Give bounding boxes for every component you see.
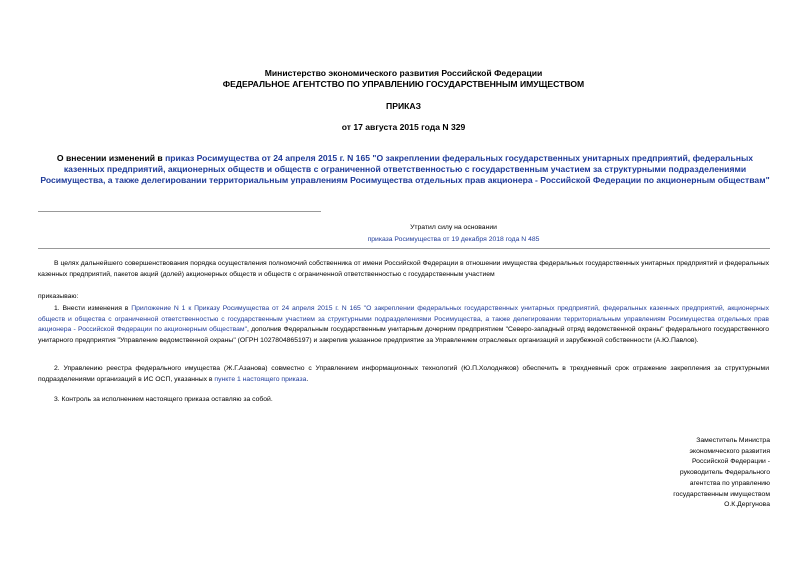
paragraph-orders: приказываю: — [38, 293, 79, 300]
agency-name: ФЕДЕРАЛЬНОЕ АГЕНТСТВО ПО УПРАВЛЕНИЮ ГОСУДАРСТВЕННЫМ ИМУЩЕСТВОМ — [222, 79, 585, 89]
item2-link-clause-1[interactable]: пункте 1 настоящего приказа — [214, 375, 307, 383]
divider-long — [38, 248, 770, 249]
document-date: от 17 августа 2015 года N 329 — [341, 122, 466, 132]
signatory-name: О.К.Дергунова — [724, 501, 770, 509]
signature-block — [620, 436, 770, 511]
signature-line-5: агентства по управлению — [689, 479, 770, 487]
document-type: ПРИКАЗ — [386, 101, 421, 111]
signature-line-1: Заместитель Министра — [696, 437, 770, 444]
signature-line-6: государственным имуществом — [673, 490, 770, 498]
divider-short — [38, 211, 321, 212]
ministry-name: Министерство экономического развития Российской Федерации — [264, 68, 543, 78]
paragraph-item-1 — [38, 304, 769, 347]
paragraph-intro: В целях дальнейшего совершенствования порядка осуществления полномочий собственника от имени Российской Федерации в отношении имущества федеральных государственных унитарных предприятий и федеральных казенных предприятий, пакетов акций (долей) акционерных обществ и обществ с ограниченной ответственностью с государственным участием — [38, 260, 769, 278]
paragraph-item-2 — [38, 364, 769, 385]
item1-link-appendix-1[interactable]: Приложение N 1 к Приказу Росимущества от 24 апреля 2015 г. N 165 "О закреплении федеральных государственных унитарных предприятий, федеральных казенных предприятий, акционерных обществ и общества с ограниченной ответственностью с государственным участием за структурными подразделениями Росимущества, а также делегировании территориальным управлениям Росимущества отдельных прав акционера - Российской Федерации по акционерным обществам" — [38, 305, 769, 334]
title-prefix: О внесении изменений в — [56, 153, 166, 163]
item1-suffix: , дополнив Федеральным государственным унитарным дочерним предприятием "Северо-западный отряд ведомственной охраны" федерального государственного унитарного предприятия "Управление ведомственной охраны" (ОГРН 1027804865197) и закрепив указанное предприятие за Управлением отраслевых организаций и зарубежной собственности (А.Ю.Павлов). — [38, 326, 769, 345]
signature-line-2: экономического развития — [689, 447, 770, 455]
document-title — [40, 153, 770, 186]
signature-line-4: руководитель Федерального — [679, 469, 770, 477]
item2-suffix: . — [306, 375, 309, 383]
item2-prefix: 2. Управлению реестра федерального имущества (Ж.Г.Азанова) совместно с Управлением информационных технологий (Ю.П.Холодняков) обеспечить в трехдневный срок отражение закрепления за структурными подразделениями организаций в ИС ОСП, указанных в — [38, 365, 769, 383]
repeal-link-order-485[interactable]: приказа Росимущества от 19 декабря 2018 года N 485 — [367, 236, 540, 243]
signature-line-3: Российской Федерации - — [691, 458, 770, 466]
repeal-note: Утратил силу на основании — [410, 224, 497, 231]
paragraph-item-3: 3. Контроль за исполнением настоящего приказа оставляю за собой. — [54, 396, 273, 403]
title-link-order-165[interactable]: приказ Росимущества от 24 апреля 2015 г. N 165 "О закреплении федеральных государственных унитарных предприятий, федеральных казенных предприятий, акционерных обществ и обществ с ограниченной ответственностью с государственным участием за структурными подразделениями Росимущества, а также делегировании территориальным управлениям Росимущества отдельных прав акционера - Российской Федерации по акционерным обществам" — [40, 153, 770, 185]
item1-prefix: 1. Внести изменения в — [54, 305, 132, 312]
